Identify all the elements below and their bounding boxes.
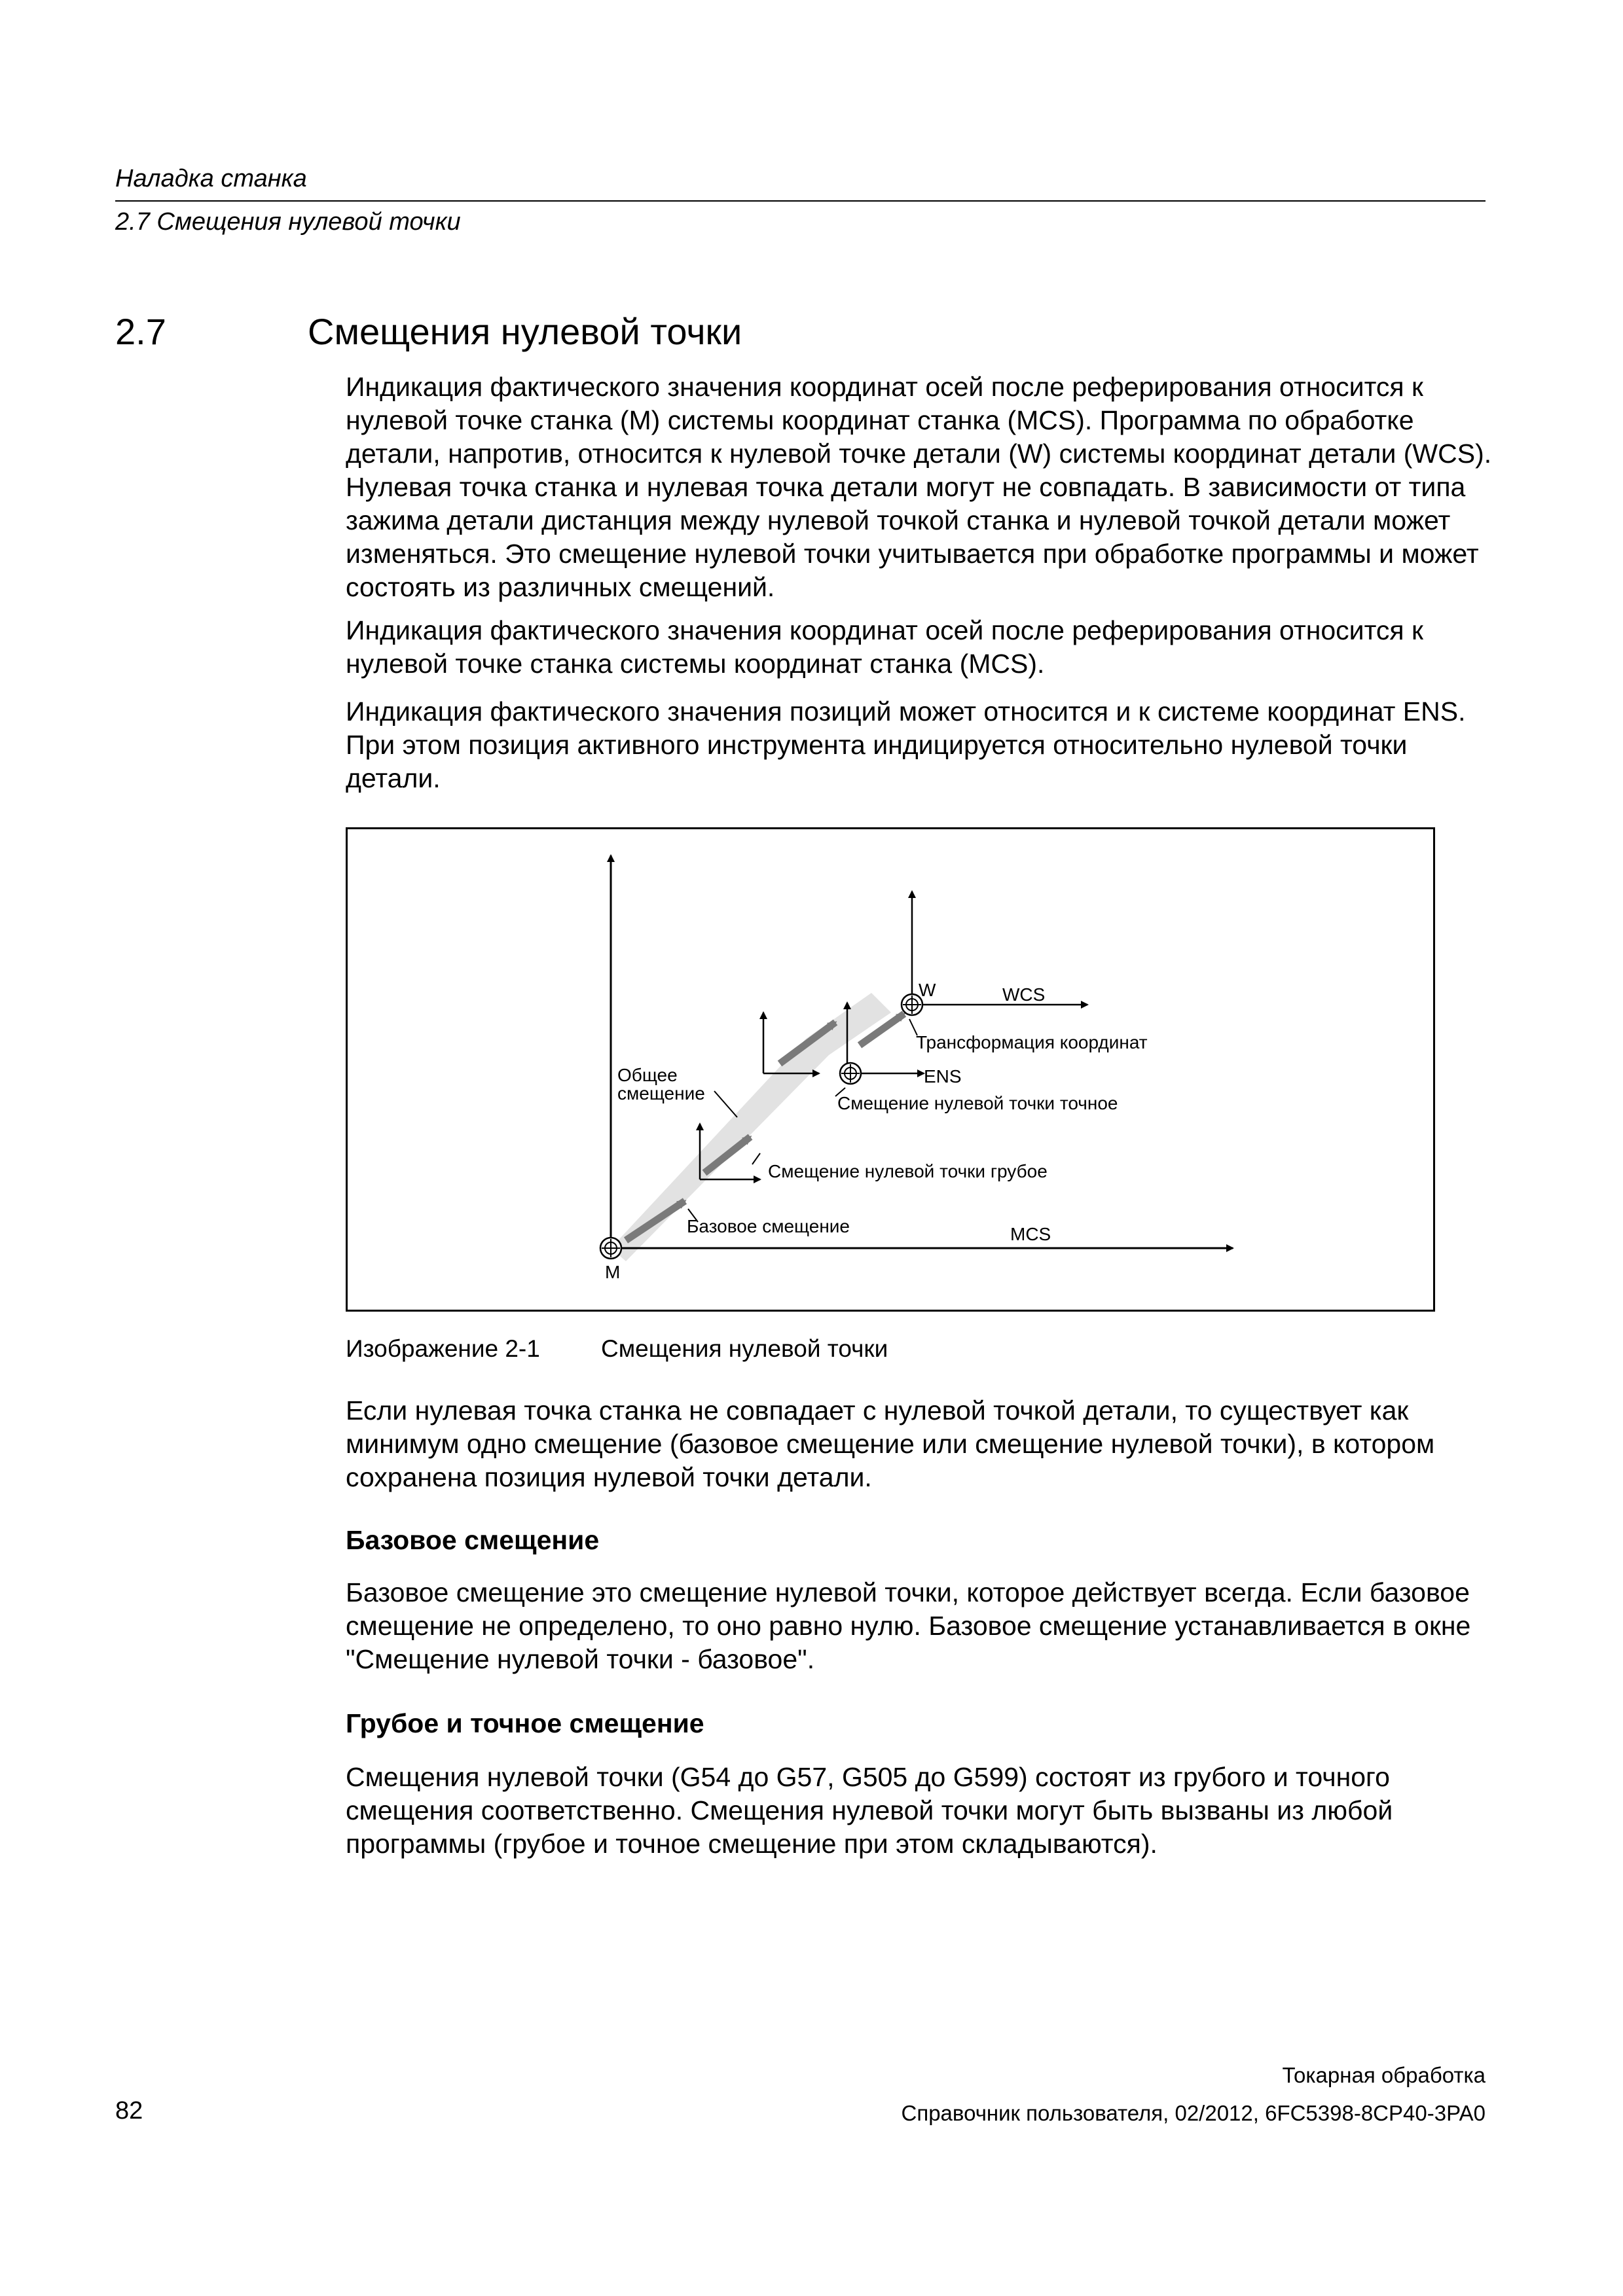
footer-book-title: Токарная обработка	[1282, 2063, 1486, 2087]
subheading-coarse-fine: Грубое и точное смещение	[346, 1708, 704, 1738]
label-mcs: MCS	[1010, 1224, 1051, 1244]
section-title: Смещения нулевой точки	[308, 311, 742, 352]
machine-zero-symbol	[600, 1238, 621, 1259]
ens-zero-symbol	[840, 1063, 861, 1084]
leader-coarse	[752, 1153, 760, 1164]
page-number: 82	[115, 2097, 143, 2125]
leader-total	[714, 1091, 737, 1117]
label-fine-offset: Смещение нулевой точки точное	[837, 1093, 1118, 1113]
paragraph-intro: Индикация фактического значения координат осей после реферирования относится к нулевой точке станка (M) системы координат станка (MCS). Программа по обработке детали, напротив, относится к нулевой точке детали (W) системы координат детали (WCS). Нулевая точка станка и нулевая точка детали могут не совпадать. В зависимости от типа зажима детали дистанция между нулевой точкой станка и нулевой точкой детали может изменяться. Это смещение нулевой точки учитывается при обработке программы и может состоять из различных смещений.	[346, 372, 1492, 602]
figure-zero-offsets	[346, 827, 1435, 1312]
label-wcs: WCS	[1002, 984, 1046, 1005]
label-total-line1: Общее	[617, 1065, 678, 1085]
zero-offset-diagram	[348, 829, 1437, 1314]
label-ens: ENS	[924, 1066, 962, 1086]
label-coarse-offset: Смещение нулевой точки грубое	[768, 1161, 1048, 1181]
footer-manual-info: Справочник пользователя, 02/2012, 6FC5398-8CP40-3PA0	[901, 2101, 1486, 2125]
label-transform: Трансформация координат	[916, 1032, 1148, 1052]
label-total-line2: смещение	[617, 1083, 705, 1103]
paragraph-after-figure: Если нулевая точка станка не совпадает с нулевой точкой детали, то существует как минимум одно смещение (базовое смещение или смещение нулевой точки), в котором сохранена позиция нулевой точки детали.	[346, 1395, 1435, 1492]
subheading-base-offset: Базовое смещение	[346, 1525, 600, 1555]
paragraph-coarse-fine: Смещения нулевой точки (G54 до G57, G505 до G599) состоят из грубого и точного смещения соответственно. Смещения нулевой точки могут быть вызваны из любой программы (грубое и точное смещение при этом складываются).	[346, 1762, 1393, 1859]
label-m: M	[605, 1262, 621, 1282]
label-base-offset: Базовое смещение	[687, 1216, 850, 1236]
running-header-chapter: Наладка станка	[115, 165, 307, 192]
paragraph-mcs: Индикация фактического значения координат осей после реферирования относится к нулевой точке станка системы координат станка (MCS).	[346, 615, 1423, 679]
figure-caption-text: Смещения нулевой точки	[601, 1335, 888, 1362]
label-w: W	[919, 980, 936, 1000]
paragraph-base-offset: Базовое смещение это смещение нулевой точки, которое действует всегда. Если базовое смещение не определено, то оно равно нулю. Базовое смещение устанавливается в окне "Смещение нулевой точки - базовое".	[346, 1577, 1471, 1674]
paragraph-ens: Индикация фактического значения позиций может относится и к системе координат ENS. При этом позиция активного инструмента индицируется относительно нулевой точки детали.	[346, 696, 1466, 793]
running-header-section: 2.7 Смещения нулевой точки	[115, 208, 461, 236]
header-rule	[115, 200, 1486, 202]
figure-caption-number: Изображение 2-1	[346, 1335, 540, 1362]
section-number: 2.7	[115, 311, 166, 352]
